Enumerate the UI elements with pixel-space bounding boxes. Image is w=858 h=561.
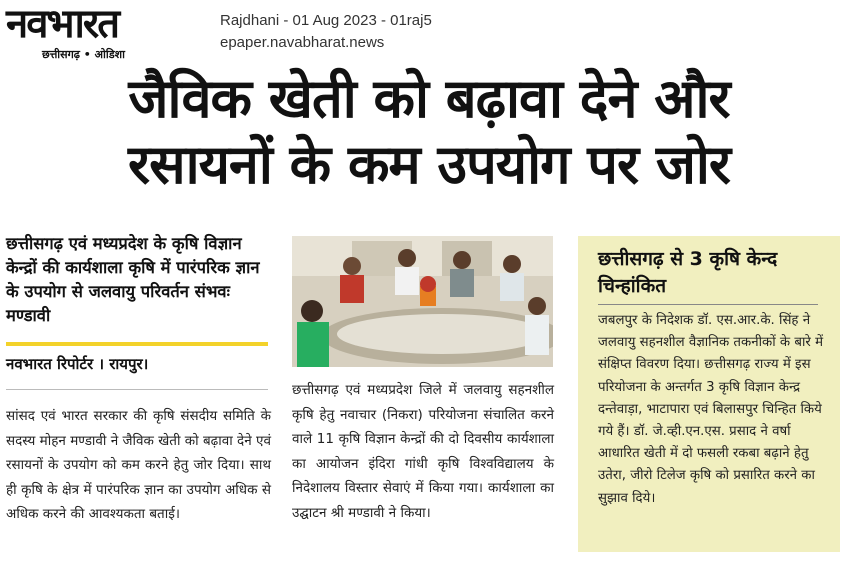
sidebar-box (578, 236, 840, 552)
accent-rule (6, 342, 268, 346)
headline-line-2: रसायनों के कम उपयोग पर जोर (128, 133, 730, 196)
meeting-photo (292, 236, 553, 367)
epaper-url[interactable]: epaper.navabharat.news (220, 34, 385, 51)
masthead-states: छत्तीसगढ़ • ओडिशा (42, 48, 125, 61)
headline-line-1: जैविक खेती को बढ़ावा देने और (128, 67, 730, 130)
sidebar-title: छत्तीसगढ़ से 3 कृषि केन्द चिन्हांकित (598, 248, 778, 297)
edition-info: Rajdhani - 01 Aug 2023 - 01raj5 (220, 12, 432, 29)
byline: नवभारत रिपोर्टर । रायपुर। (6, 355, 149, 373)
masthead-logo (0, 0, 208, 62)
masthead-name: नवभारत (6, 1, 119, 47)
article-body-left: सांसद एवं भारत सरकार की कृषि संसदीय समिति के सदस्य मोहन मण्डावी ने जैविक खेती को बढ़ावा देने एवं रसायनों के उपयोग को कम करने हेतु जोर दिया। साथ ही कृषि के क्षेत्र में पारंपरिक ज्ञान का उपयोग अधिक से अधिक करने की आवश्यकता बताई। (6, 408, 271, 522)
main-headline (0, 66, 858, 198)
article-photo (292, 236, 553, 367)
article-body-mid: छत्तीसगढ़ एवं मध्यप्रदेश जिले में जलवायु सहनशील कृषि हेतु नवाचार (निकरा) परियोजना संचालित करने वाले 11 कृषि विज्ञान केन्द्रों की दो दिवसीय कार्यशाला का आयोजन इंदिरा गांधी कृषि विश्वविद्यालय के निदेशालय विस्तार सेवाएं में किया गया। कार्यशाला का उद्घाटन श्री मण्डावी ने किया। (292, 382, 554, 521)
sidebar-body: जबलपुर के निदेशक डॉ. एस.आर.के. सिंह ने जलवायु सहनशील वैज्ञानिक तकनीकों के बारे में संक्षिप्त विवरण दिया। छत्तीसगढ़ राज्य में इस परियोजना के अन्तर्गत 3 कृषि विज्ञान केन्द्र दन्तेवाड़ा, भाटापारा एवं बिलासपुर चिन्हित किये गये हैं। डॉ. जे.व्ही.एन.एस. प्रसाद ने वर्षा आधारित खेती में दो फसली रकबा बढ़ाने हेतु उतेरा, जीरो टिलेज कृषि को प्रसारित करने का सुझाव दिये। (598, 313, 824, 506)
sub-headline: छत्तीसगढ़ एवं मध्यप्रदेश के कृषि विज्ञान केन्द्रों की कार्यशाला कृषि में पारंपरिक ज्ञान के उपयोग से जलवायु परिवर्तन संभवः मण्डावी (6, 234, 260, 325)
column-divider (6, 389, 268, 390)
sidebar-divider (598, 304, 818, 305)
